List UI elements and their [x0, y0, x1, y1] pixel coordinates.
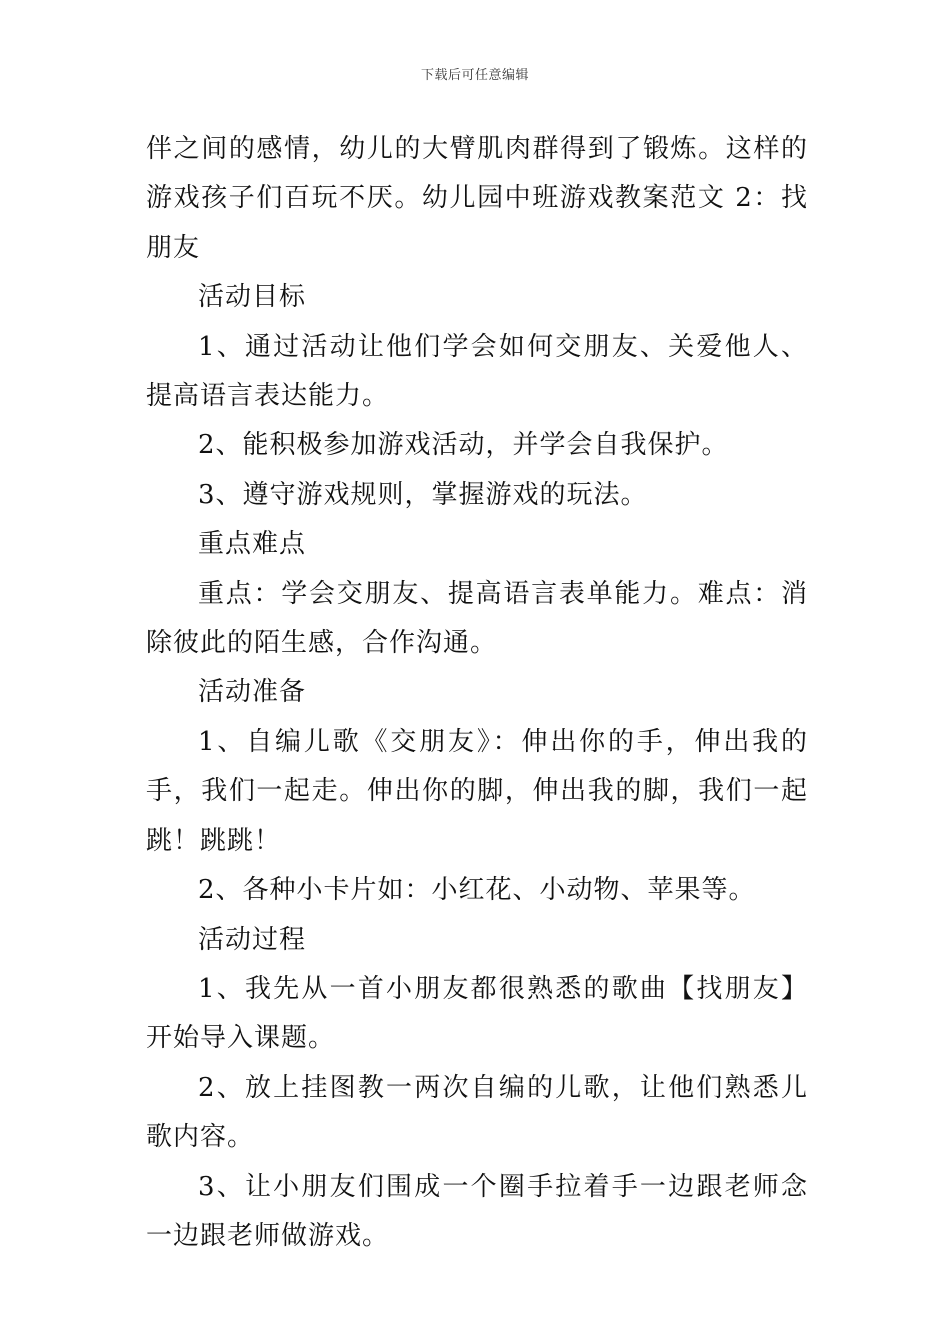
heading-activity-preparation: 活动准备	[198, 677, 307, 708]
document-body	[146, 125, 808, 1261]
preparation-item-1: 1、自编儿歌《交朋友》：伸出你的手，伸出我的手，我们一起走。伸出你的脚，伸出我的脚，我们一起跳！跳跳！	[146, 726, 808, 856]
heading-activity-goals: 活动目标	[198, 282, 307, 313]
process-item-1: 1、我先从一首小朋友都很熟悉的歌曲【找朋友】开始导入课题。	[146, 973, 808, 1054]
paragraph-continuation: 伴之间的感情，幼儿的大臂肌肉群得到了锻炼。这样的游戏孩子们百玩不厌。幼儿园中班游戏教案范文 2：找朋友	[146, 134, 808, 263]
heading-activity-process: 活动过程	[198, 924, 307, 955]
key-difficulties-text: 重点：学会交朋友、提高语言表单能力。难点：消除彼此的陌生感，合作沟通。	[146, 578, 808, 659]
process-item-2: 2、放上挂图教一两次自编的儿歌，让他们熟悉儿歌内容。	[146, 1072, 808, 1153]
preparation-item-2: 2、各种小卡片如：小红花、小动物、苹果等。	[198, 875, 756, 906]
download-note: 下载后可任意编辑	[420, 68, 529, 83]
process-item-3: 3、让小朋友们围成一个圈手拉着手一边跟老师念一边跟老师做游戏。	[146, 1171, 808, 1251]
goal-item-2: 2、能积极参加游戏活动，并学会自我保护。	[198, 430, 729, 461]
goal-item-3: 3、遵守游戏规则，掌握游戏的玩法。	[198, 479, 648, 510]
goal-item-1: 1、通过活动让他们学会如何交朋友、关爱他人、提高语言表达能力。	[146, 331, 808, 412]
heading-key-difficulties: 重点难点	[198, 529, 307, 560]
